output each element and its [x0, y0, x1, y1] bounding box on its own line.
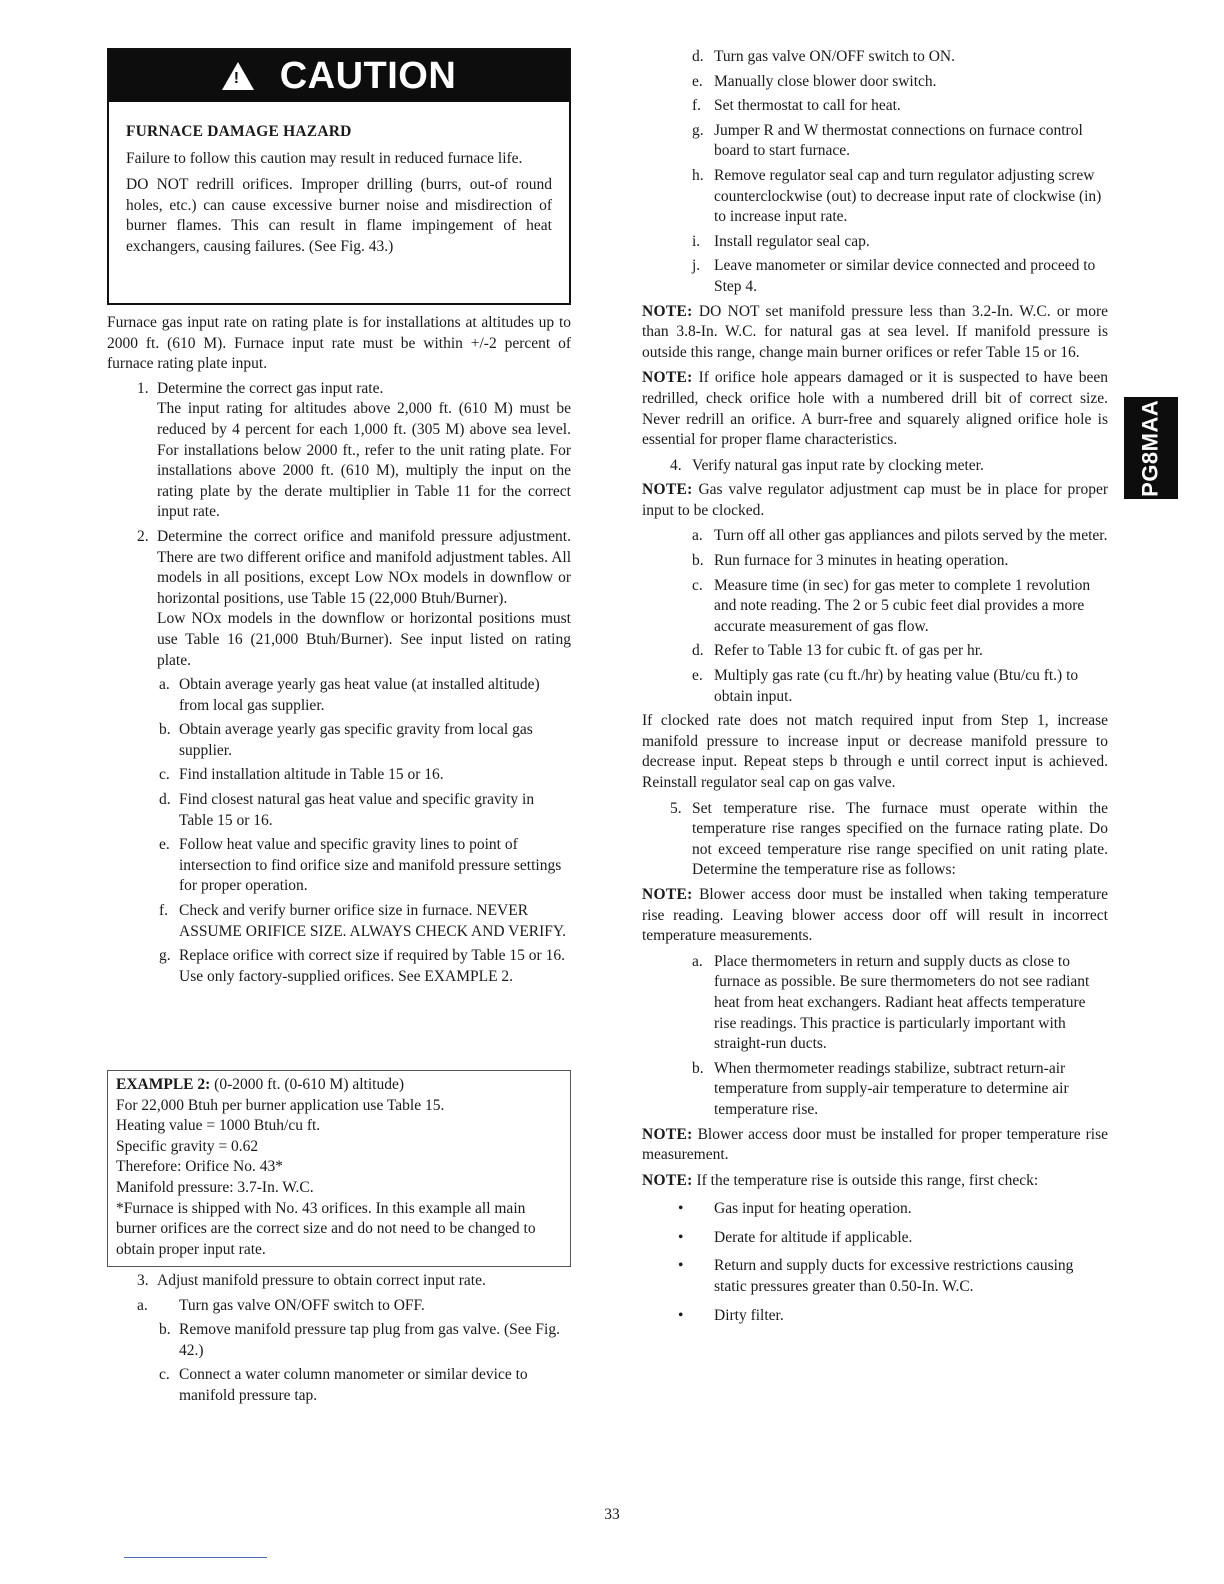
- caution-header: [109, 50, 569, 102]
- hazard-title: FURNACE DAMAGE HAZARD: [126, 123, 352, 140]
- list-item: [642, 952, 1108, 1055]
- right-column: [642, 47, 1108, 1334]
- example-footnote: *Furnace is shipped with No. 43 orifices. In this example all main burner orifices are the correct size and do not need to be changed to obtain proper input rate.: [116, 1199, 536, 1258]
- item-letter: d.: [692, 642, 704, 660]
- list-item: [107, 1365, 571, 1406]
- note-1: [642, 302, 1108, 364]
- item-text: Check and verify burner orifice size in furnace. NEVER ASSUME ORIFICE SIZE. ALWAYS CHECK AND VERIFY.: [179, 902, 566, 940]
- note-5: [642, 1125, 1108, 1166]
- bullet-item: [642, 1228, 1108, 1249]
- list-item: [107, 835, 571, 897]
- caution-title: CAUTION: [279, 54, 457, 97]
- list-item: [107, 901, 571, 942]
- list-item: [642, 1059, 1108, 1121]
- item-text: Turn off all other gas appliances and pilots served by the meter.: [714, 527, 1108, 545]
- caution-paragraph-1: Failure to follow this caution may result in reduced furnace life.: [126, 149, 523, 167]
- note-2: [642, 368, 1108, 450]
- list-item: [107, 765, 571, 786]
- example-line: Manifold pressure: 3.7-In. W.C.: [116, 1178, 314, 1196]
- page-number: 33: [604, 1506, 620, 1523]
- note-label: NOTE:: [642, 369, 693, 387]
- item-text: Replace orifice with correct size if required by Table 15 or 16. Use only factory-supplied orifices. See EXAMPLE 2.: [179, 947, 565, 985]
- list-item: [642, 666, 1108, 707]
- item-text: Run furnace for 3 minutes in heating operation.: [714, 552, 1009, 570]
- step-3: [107, 1271, 571, 1292]
- item-text: Follow heat value and specific gravity lines to point of intersection to find orifice size and manifold pressure settings for proper operation.: [179, 836, 562, 895]
- step-number: 4.: [670, 456, 682, 474]
- item-text: Find closest natural gas heat value and specific gravity in Table 15 or 16.: [179, 791, 535, 829]
- bullet-text: Derate for altitude if applicable.: [714, 1228, 913, 1246]
- list-item: [107, 1320, 571, 1361]
- item-text: Multiply gas rate (cu ft./hr) by heating value (Btu/cu ft.) to obtain input.: [714, 667, 1079, 705]
- list-item: [642, 166, 1108, 228]
- item-text: Measure time (in sec) for gas meter to complete 1 revolution and note reading. The 2 or 5 cubic feet dial provides a more accurate measurement of gas flow.: [714, 576, 1091, 635]
- bullet-text: Return and supply ducts for excessive restrictions causing static pressures greater than 0.50-In. W.C.: [714, 1257, 1074, 1296]
- item-letter: a.: [692, 527, 703, 545]
- bullet-icon: •: [678, 1257, 684, 1275]
- item-text-wrap: [135, 1296, 571, 1317]
- left-flow-1: [107, 313, 571, 991]
- list-item: [642, 232, 1108, 253]
- note-4: [642, 885, 1108, 947]
- example-label-rest: (0-2000 ft. (0-610 M) altitude): [214, 1076, 405, 1093]
- left-flow-2: [107, 1271, 571, 1411]
- model-code: PG8MAA: [1137, 399, 1163, 497]
- item-text: Turn gas valve ON/OFF switch to OFF.: [179, 1296, 425, 1314]
- bullet-item: [642, 1256, 1108, 1297]
- item-letter: c.: [692, 576, 703, 594]
- bullet-icon: •: [678, 1228, 684, 1246]
- note-text: If orifice hole appears damaged or it is suspected to have been redrilled, check orifice hole with a numbered drill bit of correct size. Never redrill an orifice. A burr-free and squarely aligned orifice hole is essential for proper flame characteristics.: [642, 369, 1108, 449]
- item-text: Manually close blower door switch.: [714, 72, 937, 90]
- step-5: [642, 799, 1108, 881]
- warning-triangle-icon: !: [222, 62, 254, 90]
- item-letter: a.: [159, 676, 170, 694]
- caution-body: [109, 102, 569, 258]
- list-item: [107, 675, 571, 716]
- example-line: Therefore: Orifice No. 43*: [116, 1158, 283, 1176]
- step-text: Determine the correct gas input rate.: [157, 379, 384, 397]
- list-item: [642, 256, 1108, 297]
- example-label: EXAMPLE 2:: [116, 1076, 211, 1093]
- item-letter: b.: [692, 552, 704, 570]
- bullet-text: Gas input for heating operation.: [714, 1200, 912, 1218]
- step-text: Adjust manifold pressure to obtain correct input rate.: [157, 1272, 486, 1289]
- list-item: [107, 720, 571, 761]
- item-letter: b.: [692, 1059, 704, 1077]
- step-2: [107, 527, 571, 671]
- clocked-paragraph: If clocked rate does not match required input from Step 1, increase manifold pressure to increase input or decrease manifold pressure to decrease input. Repeat steps b through e until correct input is achieved. Reinstall regulator seal cap on gas valve.: [642, 712, 1108, 791]
- list-item: [642, 121, 1108, 162]
- item-letter: a.: [692, 952, 703, 970]
- item-text: Refer to Table 13 for cubic ft. of gas per hr.: [714, 642, 983, 660]
- bullet-item: [642, 1199, 1108, 1220]
- list-item: [107, 946, 571, 987]
- item-text: Leave manometer or similar device connected and proceed to Step 4.: [714, 257, 1096, 295]
- note-label: NOTE:: [642, 1171, 693, 1189]
- item-letter: e.: [159, 836, 170, 854]
- footer-rule: [124, 1557, 267, 1558]
- caution-box: [107, 48, 571, 305]
- item-letter: j.: [692, 257, 701, 275]
- list-item: [642, 641, 1108, 662]
- item-letter: c.: [159, 766, 170, 784]
- step-4: [642, 456, 1108, 477]
- item-letter: c.: [159, 1366, 170, 1384]
- list-item: [107, 1296, 571, 1317]
- list-item: [642, 72, 1108, 93]
- example-line: Heating value = 1000 Btuh/cu ft.: [116, 1117, 321, 1135]
- note-text: DO NOT set manifold pressure less than 3.2-In. W.C. or more than 3.8-In. W.C. for natural gas at sea level. If manifold pressure is outside this range, change main burner orifices or refer Table 15 or 16.: [642, 302, 1108, 361]
- step-number: 5.: [670, 799, 682, 817]
- note-text: Gas valve regulator adjustment cap must be in place for proper input to be clocked.: [642, 481, 1108, 519]
- example-box: [107, 1070, 571, 1267]
- item-letter: a.: [137, 1296, 148, 1314]
- item-text: Remove regulator seal cap and turn regulator adjusting screw counterclockwise (out) to decrease input rate of clockwise (in) to increase input rate.: [714, 166, 1102, 226]
- item-letter: i.: [692, 232, 701, 250]
- list-item: [107, 790, 571, 831]
- item-letter: f.: [159, 902, 169, 920]
- item-letter: g.: [159, 947, 171, 965]
- example-line: Specific gravity = 0.62: [116, 1137, 259, 1155]
- caution-paragraph-2: DO NOT redrill orifices. Improper drilling (burrs, out-of round holes, etc.) can cause excessive burner noise and misdirection of burner flames. This can result in flame impingement of heat exchangers, causing failures. (See Fig. 43.): [126, 176, 552, 255]
- note-label: NOTE:: [642, 302, 693, 320]
- item-letter: f.: [692, 97, 702, 115]
- item-text: Remove manifold pressure tap plug from gas valve. (See Fig. 42.): [179, 1321, 560, 1359]
- step-text: Determine the correct orifice and manifold pressure adjustment. There are two different orifice and manifold adjustment tables. All models in all positions, except Low NOx models in downflow or horizontal positions, use Table 15 (22,000 Btuh/Burner).: [157, 527, 571, 607]
- item-letter: g.: [692, 121, 704, 139]
- step-body: Low NOx models in the downflow or horizontal positions must use Table 16 (21,000 Btuh/Burner). See input listed on rating plate.: [157, 610, 571, 669]
- item-text: When thermometer readings stabilize, subtract return-air temperature from supply-air temperature to determine air temperature rise.: [714, 1059, 1069, 1118]
- note-text: If the temperature rise is outside this range, first check:: [696, 1171, 1039, 1189]
- bullet-item: [642, 1306, 1108, 1327]
- note-3: [642, 480, 1108, 521]
- step-body: The input rating for altitudes above 2,000 ft. (610 M) must be reduced by 4 percent for each 1,000 ft. (305 M) above sea level. For installations below 2000 ft., refer to the unit rating plate. For installations above 2000 ft. (610 M), multiply the input on the rating plate by the derate multiplier in Table 11 for the correct input rate.: [157, 400, 571, 521]
- item-letter: e.: [692, 72, 703, 90]
- item-text: Obtain average yearly gas heat value (at installed altitude) from local gas supplier.: [179, 676, 540, 714]
- item-text: Set thermostat to call for heat.: [714, 97, 901, 115]
- item-text: Turn gas valve ON/OFF switch to ON.: [714, 48, 955, 65]
- item-letter: b.: [159, 1321, 171, 1339]
- list-item: [642, 576, 1108, 638]
- item-text: Install regulator seal cap.: [714, 232, 870, 250]
- item-text: Jumper R and W thermostat connections on furnace control board to start furnace.: [714, 121, 1083, 160]
- step-text: Set temperature rise. The furnace must operate within the temperature rise ranges specified on the furnace rating plate. Do not exceed temperature rise range specified on unit rating plate. Determine the temperature rise as follows:: [692, 799, 1108, 879]
- note-label: NOTE:: [642, 1125, 693, 1143]
- item-text: Connect a water column manometer or similar device to manifold pressure tap.: [179, 1366, 528, 1404]
- model-side-tab: [1124, 397, 1178, 499]
- item-letter: e.: [692, 667, 703, 685]
- item-text: Obtain average yearly gas specific gravity from local gas supplier.: [179, 721, 533, 759]
- list-item: [642, 96, 1108, 117]
- item-text: Place thermometers in return and supply ducts as close to furnace as possible. Be sure thermometers do not see radiant heat from heat exchangers. Radiant heat affects temperature rise readings. This practice is particularly important with straight-run ducts.: [714, 952, 1090, 1053]
- bullet-icon: •: [678, 1200, 684, 1218]
- step-1: [107, 379, 571, 523]
- note-label: NOTE:: [642, 481, 693, 499]
- list-item: [642, 526, 1108, 547]
- step-number: 1.: [137, 379, 149, 397]
- note-label: NOTE:: [642, 885, 693, 903]
- example-line: For 22,000 Btuh per burner application use Table 15.: [116, 1096, 445, 1114]
- item-letter: h.: [692, 166, 704, 184]
- list-item: [642, 551, 1108, 572]
- item-letter: d.: [159, 791, 171, 809]
- bullet-text: Dirty filter.: [714, 1306, 784, 1324]
- bullet-icon: •: [678, 1306, 684, 1324]
- note-text: Blower access door must be installed for proper temperature rise measurement.: [642, 1125, 1109, 1164]
- item-letter: b.: [159, 721, 171, 739]
- step-number: 3.: [137, 1272, 149, 1289]
- step-text: Verify natural gas input rate by clocking meter.: [692, 456, 984, 474]
- note-text: Blower access door must be installed when taking temperature rise reading. Leaving blower access door off will result in incorrect temperature measurements.: [642, 885, 1108, 945]
- example-heading: [116, 1075, 562, 1096]
- intro-paragraph: Furnace gas input rate on rating plate is for installations at altitudes up to 2000 ft. (610 M). Furnace input rate must be within +/-2 percent of furnace rating plate input.: [107, 314, 571, 373]
- item-letter: d.: [692, 48, 704, 65]
- step-number: 2.: [137, 527, 149, 545]
- item-text: Find installation altitude in Table 15 or 16.: [179, 766, 444, 784]
- list-item: [642, 47, 1108, 68]
- note-6: [642, 1171, 1108, 1192]
